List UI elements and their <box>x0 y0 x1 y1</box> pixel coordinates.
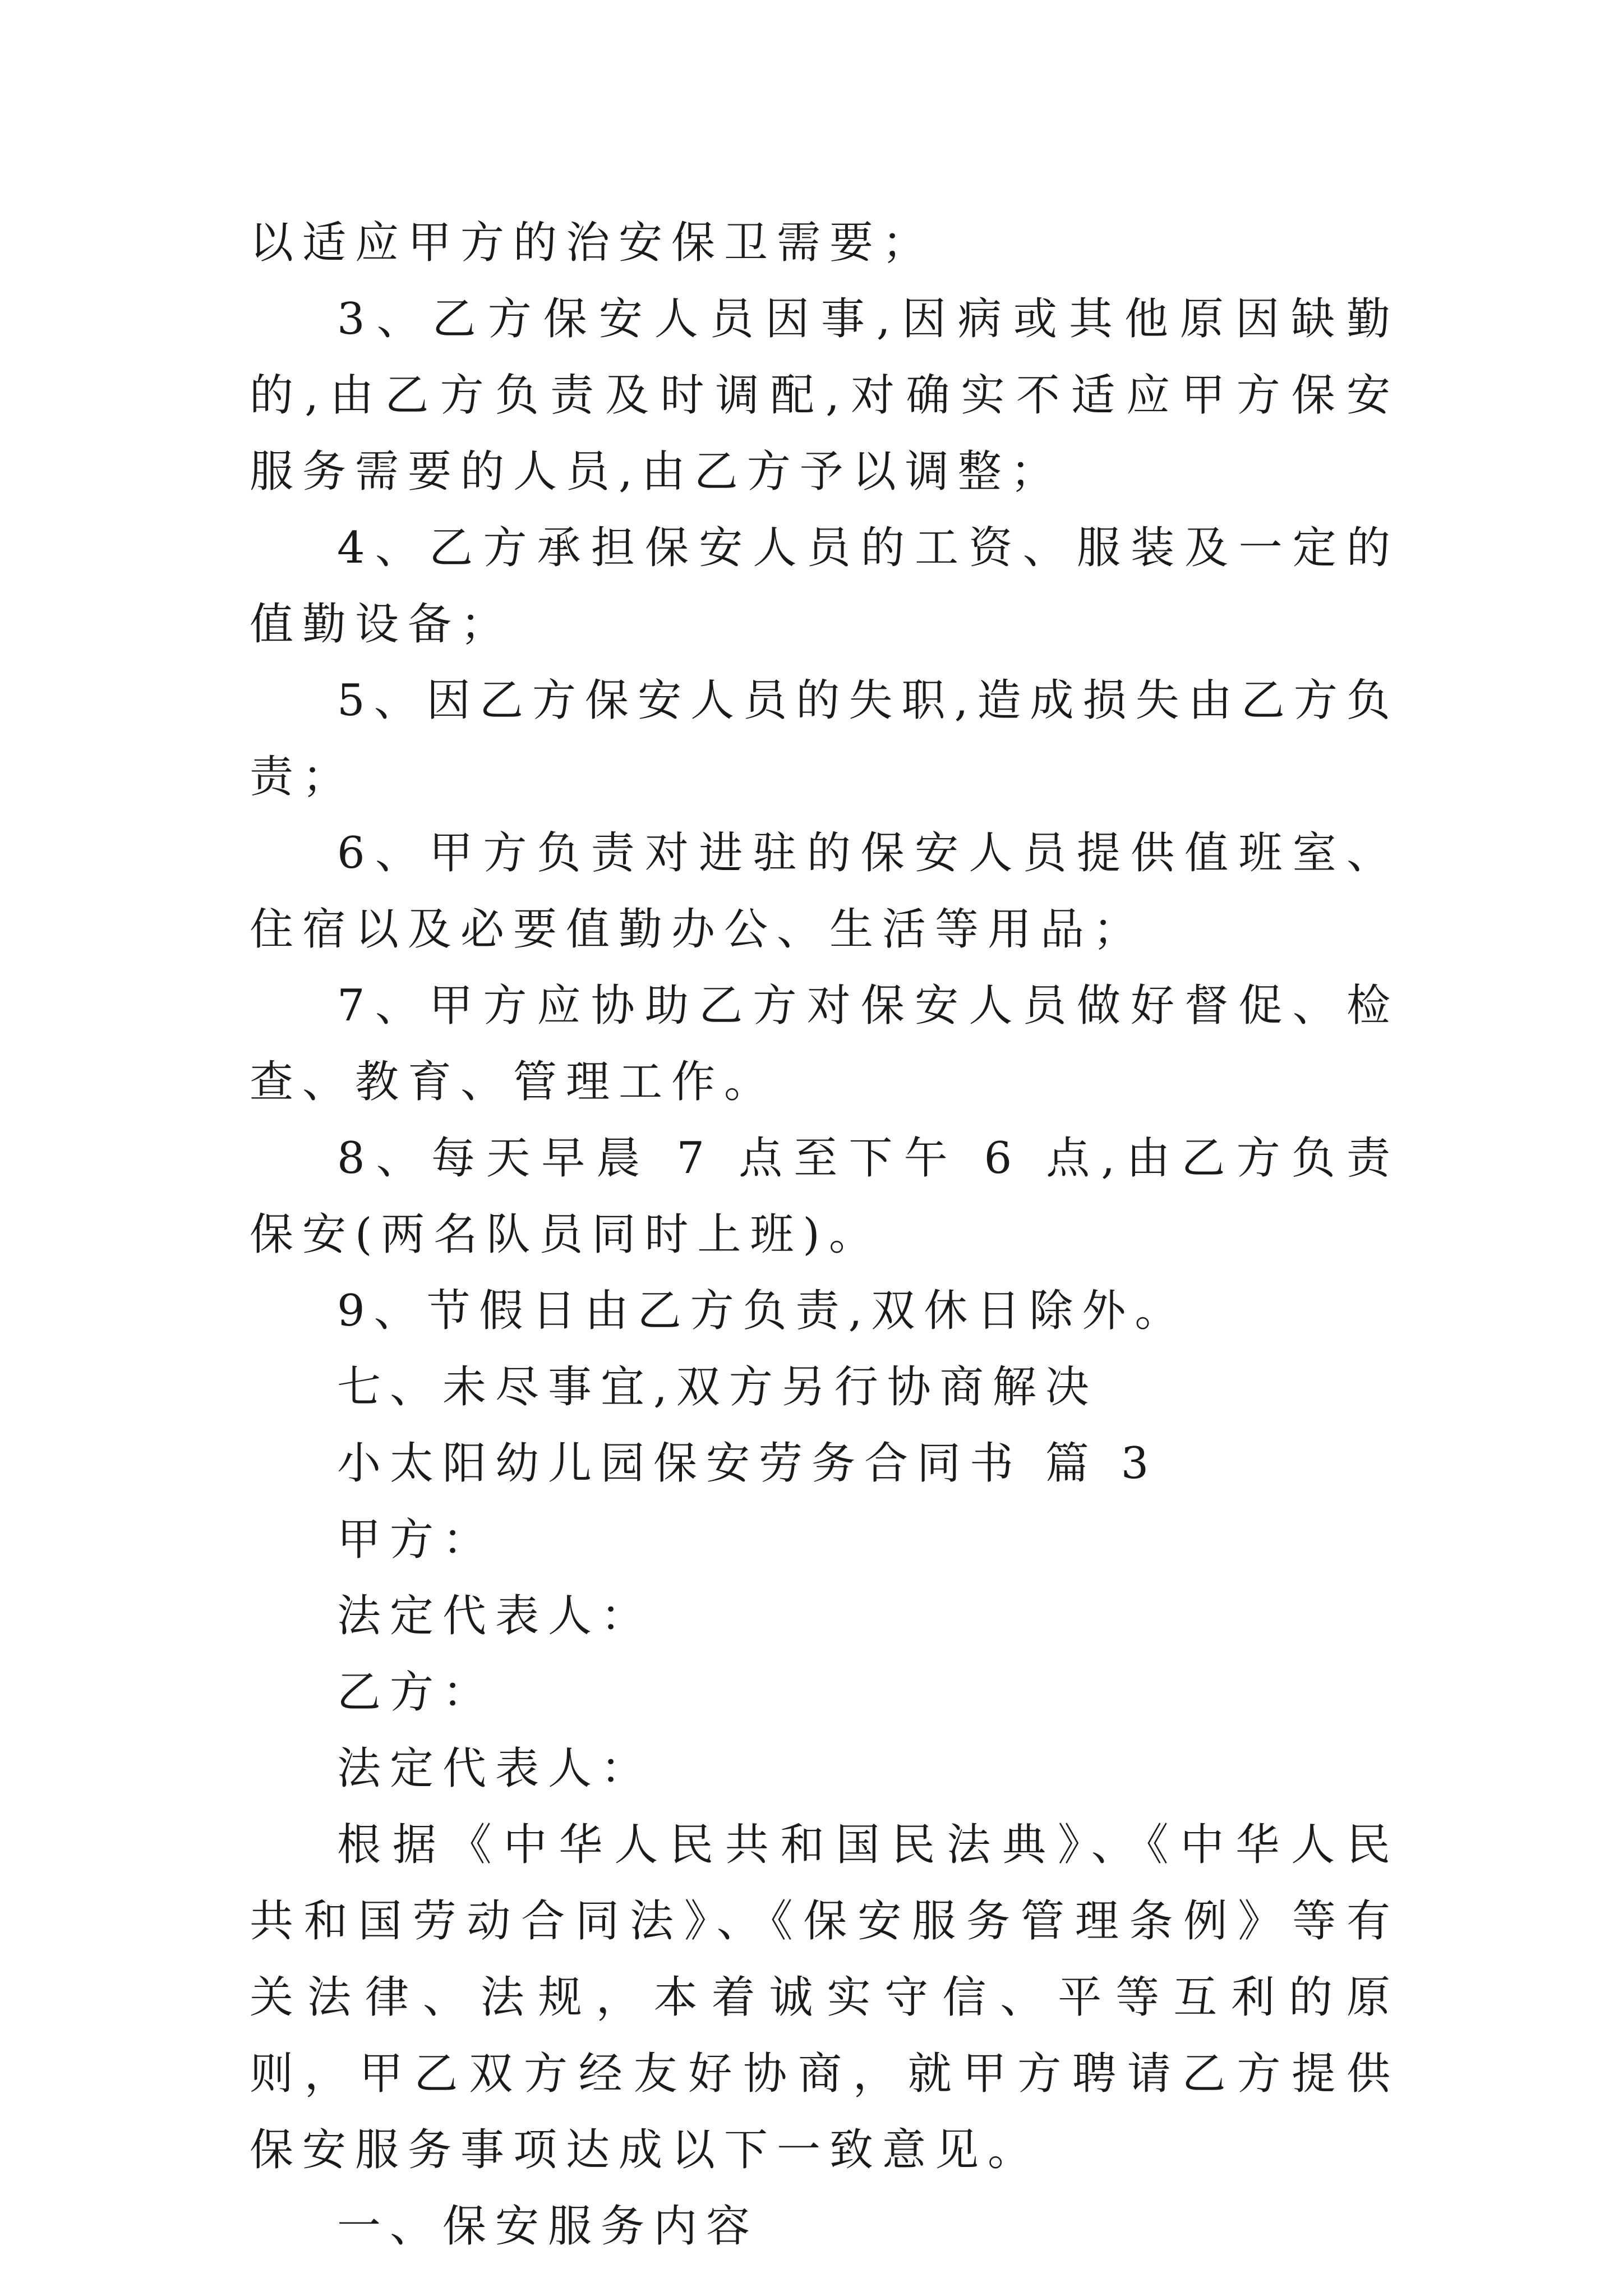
party-b-label: 乙方： <box>337 1667 496 1718</box>
paragraph-1: 以适应甲方的治安保卫需要； <box>250 218 935 268</box>
section-heading-1: 一、保安服务内容 <box>337 2201 759 2252</box>
party-b-representative-label: 法定代表人： <box>337 1743 654 1794</box>
paragraph-5: 6、甲方负责对进驻的保安人员提供值班室、住宿以及必要值勤办公、生活等用品； <box>250 828 1399 955</box>
party-a-label: 甲方： <box>337 1515 496 1565</box>
paragraph-3: 4、乙方承担保安人员的工资、服装及一定的值勤设备； <box>250 523 1399 650</box>
section-heading-7: 七、未尽事宜,双方另行协商解决 <box>337 1362 1098 1412</box>
party-a-representative-label: 法定代表人： <box>337 1591 654 1641</box>
preamble-paragraph: 根据《中华人民共和国民法典》、《中华人民共和国劳动合同法》、《保安服务管理条例》等有关法律、法规，本着诚实守信、平等互利的原则，甲乙双方经友好协商，就甲方聘请乙方提供保安服务事项达成以下一致意见。 <box>250 1820 1399 2175</box>
document-title: 小太阳幼儿园保安劳务合同书 篇 3 <box>337 1438 1158 1489</box>
paragraph-8: 9、节假日由乙方负责,双休日除外。 <box>337 1286 1188 1336</box>
paragraph-4: 5、因乙方保安人员的失职,造成损失由乙方负责； <box>250 675 1399 802</box>
paragraph-2: 3、乙方保安人员因事,因病或其他原因缺勤的,由乙方负责及时调配,对确实不适应甲方保安服务需要的人员,由乙方予以调整； <box>250 294 1399 497</box>
paragraph-7: 8、每天早晨 7 点至下午 6 点,由乙方负责保安(两名队员同时上班)。 <box>250 1133 1399 1260</box>
document-body <box>250 205 1399 2265</box>
paragraph-6: 7、甲方应协助乙方对保安人员做好督促、检查、教育、管理工作。 <box>250 981 1399 1107</box>
